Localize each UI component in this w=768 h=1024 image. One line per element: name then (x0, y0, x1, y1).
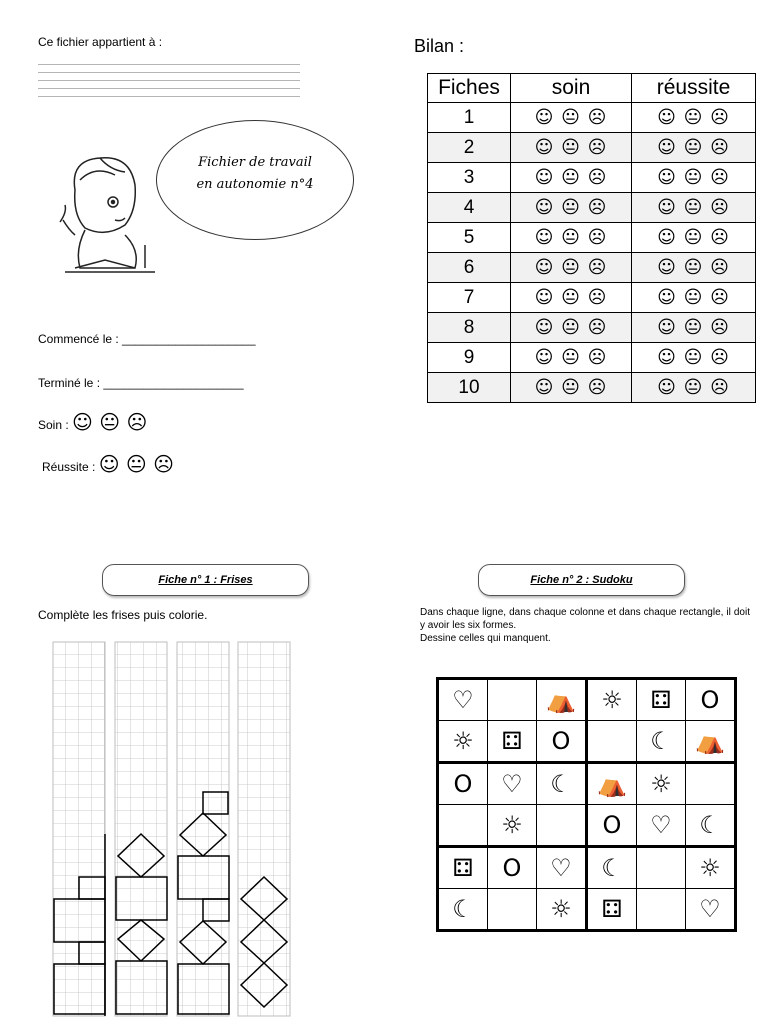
sudoku-cell[interactable]: O (488, 847, 537, 889)
bubble-text (160, 152, 350, 196)
sudoku-cell[interactable]: ⚃ (637, 679, 686, 721)
care-faces[interactable]: ☺ 😐 ☹ (511, 343, 632, 373)
row-number: 9 (428, 343, 511, 373)
sudoku-cell[interactable] (587, 721, 637, 763)
success-faces[interactable]: ☺ 😐 ☹ (632, 343, 756, 373)
row-number: 5 (428, 223, 511, 253)
care-rating (38, 410, 147, 434)
sudoku-cell[interactable]: ♡ (438, 679, 488, 721)
owner-label: Ce fichier appartient à : (38, 35, 163, 49)
sudoku-cell[interactable]: ♡ (488, 763, 537, 805)
sudoku-cell[interactable] (488, 679, 537, 721)
success-faces[interactable]: ☺ 😐 ☹ (632, 103, 756, 133)
care-faces[interactable]: ☺ 😐 ☹ (511, 373, 632, 403)
sudoku-cell[interactable]: ⚃ (488, 721, 537, 763)
sudoku-cell[interactable]: ⚃ (587, 889, 637, 931)
fiche2-instruction-2: Dessine celles qui manquent. (420, 633, 551, 644)
care-faces[interactable]: ☺ 😐 ☹ (511, 103, 632, 133)
sudoku-cell[interactable]: ☾ (686, 805, 736, 847)
row-number: 3 (428, 163, 511, 193)
fiche1-title: Fiche n° 1 : Frises (102, 564, 309, 596)
fiche1-instruction: Complète les frises puis colorie. (38, 608, 208, 622)
care-faces[interactable]: ☺ 😐 ☹ (72, 410, 148, 434)
sudoku-cell[interactable]: O (686, 679, 736, 721)
care-faces[interactable]: ☺ 😐 ☹ (511, 133, 632, 163)
sudoku-cell[interactable] (537, 805, 587, 847)
finished-label[interactable]: Terminé le : _____________________ (38, 376, 244, 390)
sudoku-cell[interactable]: ♡ (637, 805, 686, 847)
sudoku-cell[interactable]: O (587, 805, 637, 847)
care-faces[interactable]: ☺ 😐 ☹ (511, 283, 632, 313)
success-faces[interactable]: ☺ 😐 ☹ (632, 283, 756, 313)
success-faces[interactable]: ☺ 😐 ☹ (632, 193, 756, 223)
sudoku-cell[interactable]: ⛺ (686, 721, 736, 763)
sudoku-cell[interactable]: ☼ (637, 763, 686, 805)
bilan-title: Bilan : (414, 36, 465, 56)
sudoku-cell[interactable]: ♡ (537, 847, 587, 889)
row-number: 7 (428, 283, 511, 313)
sudoku-cell[interactable]: ♡ (686, 889, 736, 931)
sudoku-cell[interactable]: O (537, 721, 587, 763)
row-number: 8 (428, 313, 511, 343)
fiche2-title: Fiche n° 2 : Sudoku (478, 564, 685, 596)
care-faces[interactable]: ☺ 😐 ☹ (511, 253, 632, 283)
col-soin: soin (511, 74, 632, 103)
success-faces[interactable]: ☺ 😐 ☹ (632, 163, 756, 193)
bubble-line-1: Fichier de travail (198, 155, 312, 170)
sudoku-cell[interactable] (686, 763, 736, 805)
success-label: Réussite : (42, 460, 96, 474)
care-faces[interactable]: ☺ 😐 ☹ (511, 313, 632, 343)
success-faces[interactable]: ☺ 😐 ☹ (632, 373, 756, 403)
row-number: 1 (428, 103, 511, 133)
success-faces[interactable]: ☺ 😐 ☹ (98, 452, 174, 476)
owner-lines[interactable] (38, 64, 300, 104)
sudoku-cell[interactable] (637, 847, 686, 889)
col-fiches: Fiches (428, 74, 511, 103)
care-label: Soin : (38, 418, 69, 432)
sudoku-cell[interactable]: ⛺ (537, 679, 587, 721)
sudoku-cell[interactable]: ☼ (587, 679, 637, 721)
frieze-grid[interactable] (52, 641, 292, 1019)
care-faces[interactable]: ☺ 😐 ☹ (511, 223, 632, 253)
success-rating (42, 452, 174, 476)
bilan-table (427, 73, 756, 403)
row-number: 6 (428, 253, 511, 283)
sudoku-cell[interactable]: ⛺ (587, 763, 637, 805)
care-faces[interactable]: ☺ 😐 ☹ (511, 163, 632, 193)
fiche2-instruction-1: Dans chaque ligne, dans chaque colonne et dans chaque rectangle, il doit y avoir les six formes. (420, 607, 750, 631)
col-reussite: réussite (632, 74, 756, 103)
success-faces[interactable]: ☺ 😐 ☹ (632, 253, 756, 283)
sudoku-cell[interactable]: ☼ (537, 889, 587, 931)
success-faces[interactable]: ☺ 😐 ☹ (632, 133, 756, 163)
sudoku-cell[interactable] (438, 805, 488, 847)
success-faces[interactable]: ☺ 😐 ☹ (632, 313, 756, 343)
row-number: 10 (428, 373, 511, 403)
sudoku-cell[interactable]: ☾ (637, 721, 686, 763)
sudoku-cell[interactable]: O (438, 763, 488, 805)
sudoku-cell[interactable]: ☼ (438, 721, 488, 763)
sudoku-grid (436, 677, 737, 932)
sudoku-cell[interactable]: ☼ (686, 847, 736, 889)
care-faces[interactable]: ☺ 😐 ☹ (511, 193, 632, 223)
sudoku-cell[interactable]: ⚃ (438, 847, 488, 889)
fiche2-instructions (420, 606, 750, 645)
sudoku-cell[interactable] (488, 889, 537, 931)
sudoku-cell[interactable] (637, 889, 686, 931)
started-label[interactable]: Commencé le : ____________________ (38, 332, 256, 346)
bubble-line-2: en autonomie n°4 (196, 177, 314, 192)
sudoku-cell[interactable]: ☾ (537, 763, 587, 805)
sudoku-cell[interactable]: ☾ (587, 847, 637, 889)
row-number: 2 (428, 133, 511, 163)
row-number: 4 (428, 193, 511, 223)
sudoku-cell[interactable]: ☼ (488, 805, 537, 847)
boy-illustration (55, 150, 165, 285)
success-faces[interactable]: ☺ 😐 ☹ (632, 223, 756, 253)
sudoku-cell[interactable]: ☾ (438, 889, 488, 931)
